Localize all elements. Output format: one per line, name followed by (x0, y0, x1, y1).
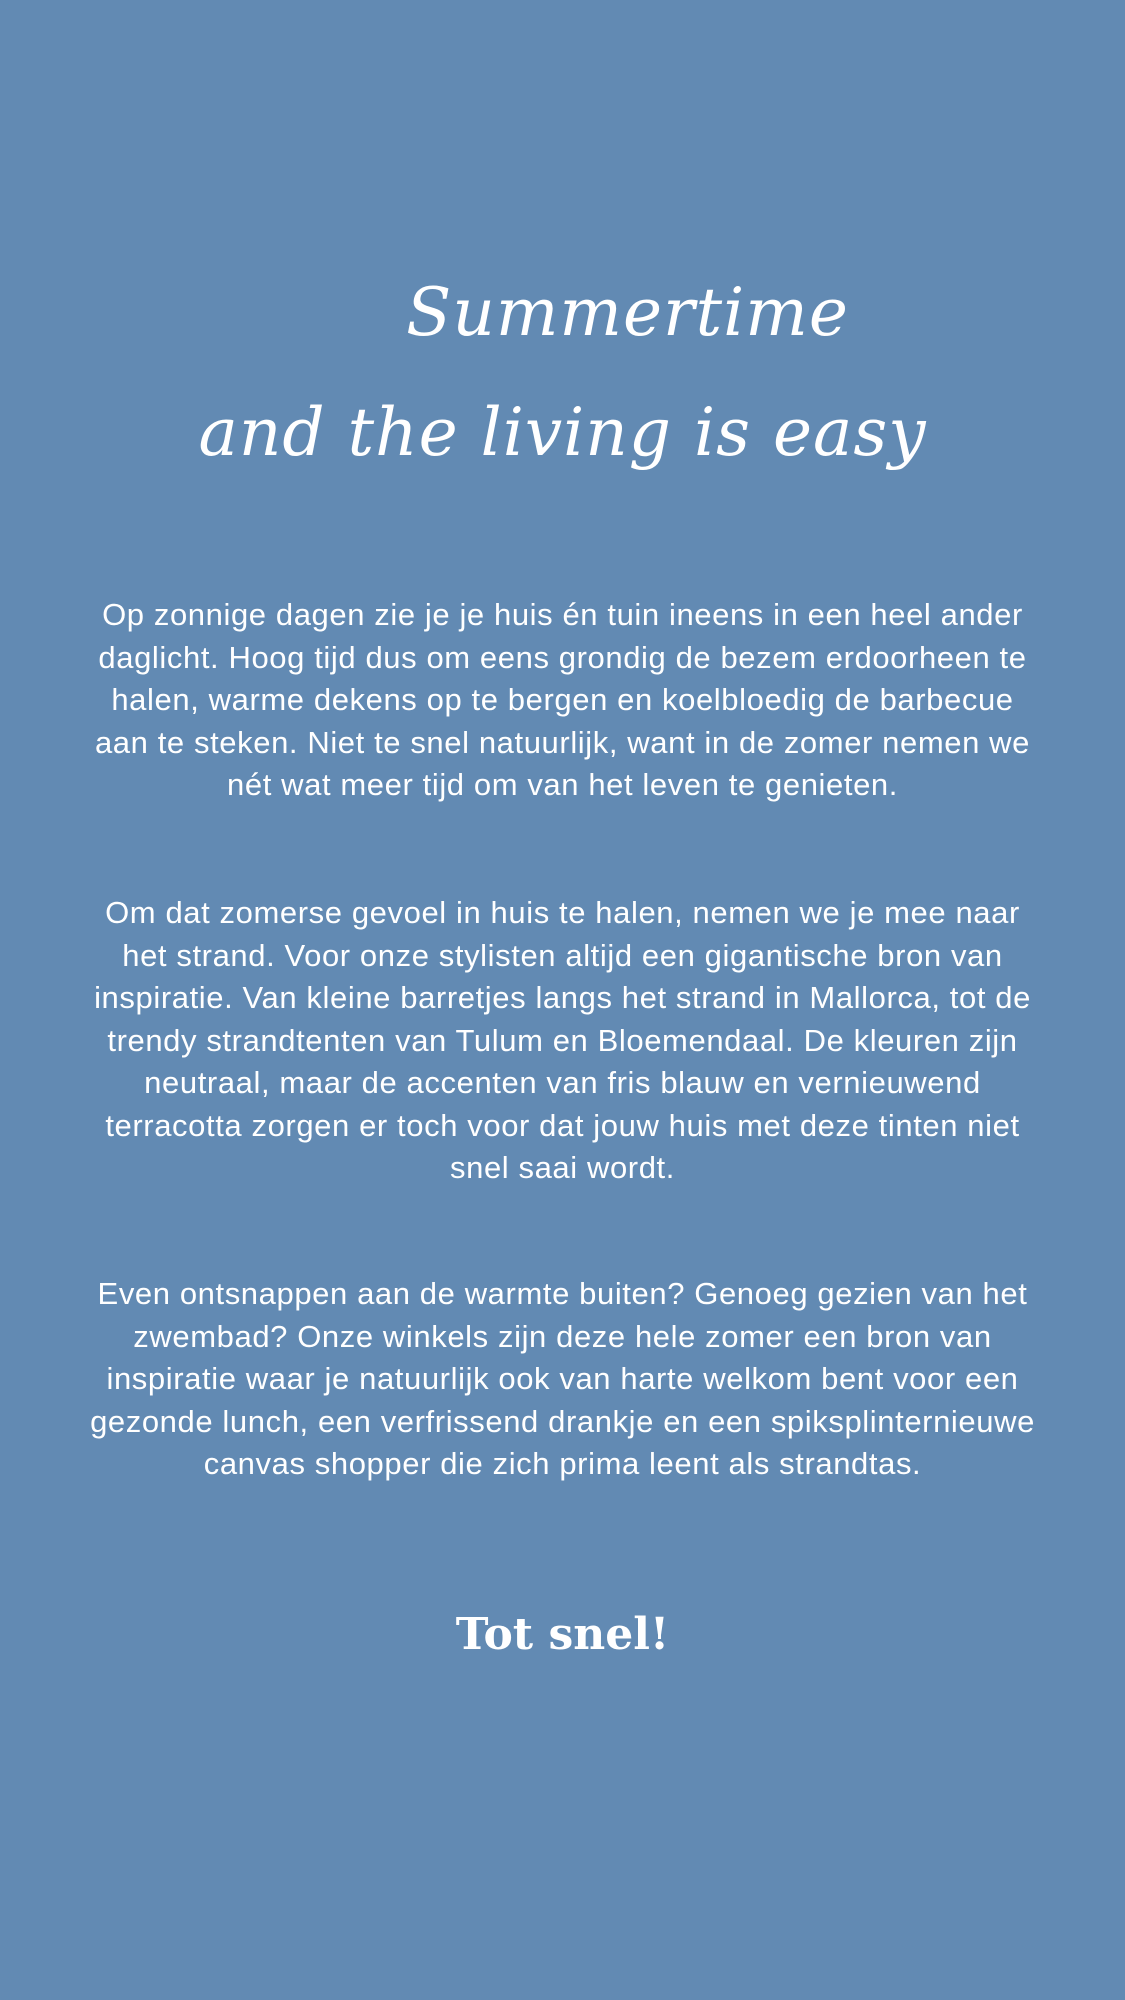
signoff-text: Tot snel! (455, 1609, 670, 1660)
body-paragraph-beach: Om dat zomerse gevoel in huis te halen, nemen we je mee naar het strand. Voor onze stylisten altijd een gigantische bron van inspiratie. Van kleine barretjes langs het strand in Mallorca, tot de trendy strandtenten van Tulum en Bloemendaal. De kleuren zijn neutraal, maar de accenten van fris blauw en vernieuwend terracotta zorgen er toch voor dat jouw huis met deze tinten niet snel saai wordt. (94, 895, 1031, 1185)
body-paragraph-intro: Op zonnige dagen zie je je huis én tuin ineens in een heel ander daglicht. Hoog tijd dus om eens grondig de bezem erdoorheen te halen, warme dekens op te bergen en koelbloedig de barbecue aan te steken. Niet te snel natuurlijk, want in de zomer nemen we nét wat meer tijd om van het leven te genieten. (94, 597, 1031, 802)
headline-line-summertime: Summertime (406, 274, 849, 351)
body-paragraph-stores: Even ontsnappen aan de warmte buiten? Genoeg gezien van het zwembad? Onze winkels zijn deze hele zomer een bron van inspiratie waar je natuurlijk ook van harte welkom bent voor een gezonde lunch, een verfrissend drankje en een spiksplinternieuwe canvas shopper die zich prima leent als strandtas. (90, 1276, 1035, 1481)
headline-line-living-easy: and the living is easy (198, 394, 927, 471)
